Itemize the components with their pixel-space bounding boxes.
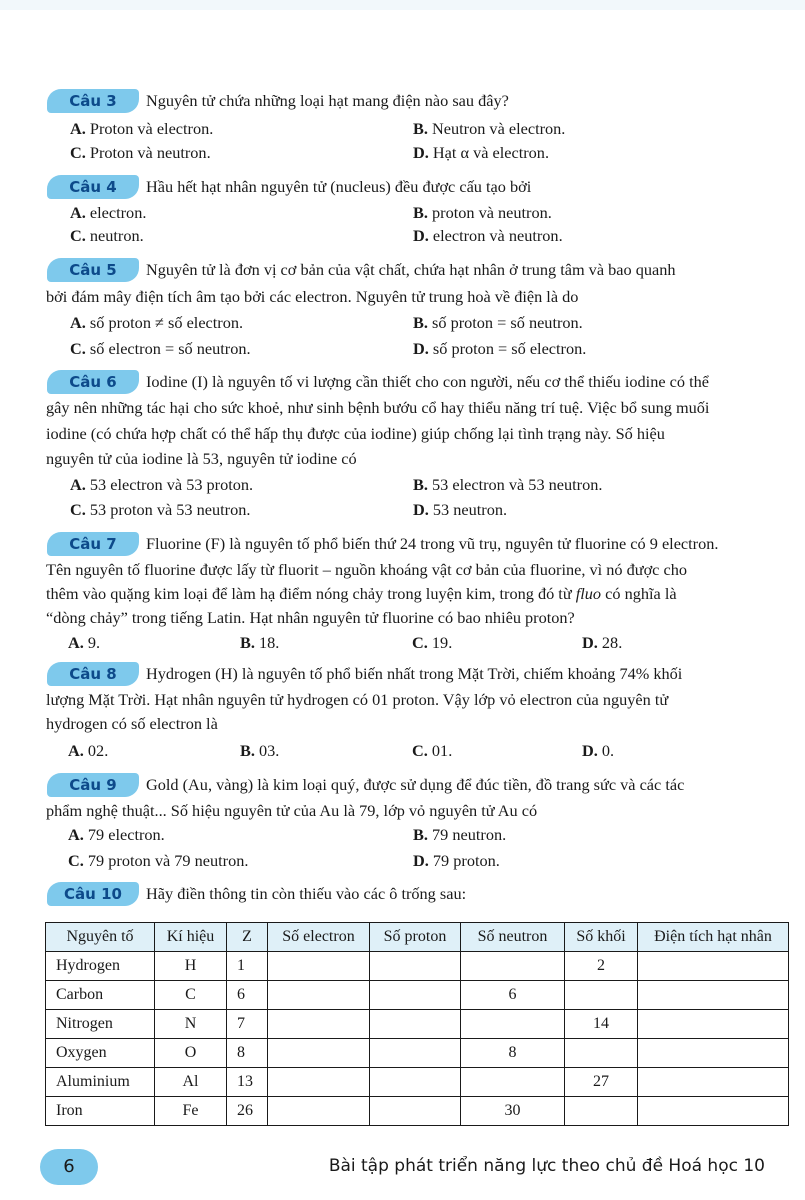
table-row (46, 1097, 789, 1126)
table-row (46, 952, 789, 981)
table-header: Số electron (268, 923, 370, 952)
table-row (46, 1039, 789, 1068)
table-cell: Nitrogen (46, 1010, 155, 1039)
table-cell: 2 (565, 952, 638, 981)
question-9 (0, 773, 805, 870)
option-a: A. Proton và electron. (70, 119, 214, 138)
table-cell (461, 1068, 565, 1097)
table-cell: Carbon (46, 981, 155, 1010)
option-d: D. Hạt α và electron. (413, 143, 550, 162)
question-badge: Câu 3 (47, 89, 139, 113)
question-badge: Câu 9 (47, 773, 139, 797)
table-cell: 26 (227, 1097, 268, 1126)
option-c: C. Proton và neutron. (70, 143, 211, 162)
table-cell: Hydrogen (46, 952, 155, 981)
question-stem-line: phẩm nghệ thuật... Số hiệu nguyên tử của Au là 79, lớp vỏ nguyên tử Au có (46, 801, 538, 820)
question-stem: Nguyên tử là đơn vị cơ bản của vật chất, chứa hạt nhân ở trung tâm và bao quanh (146, 260, 676, 279)
table-cell: 7 (227, 1010, 268, 1039)
question-stem: Fluorine (F) là nguyên tố phổ biến thứ 24 trong vũ trụ, nguyên tử fluorine có 9 electron. (146, 534, 719, 553)
table-cell (565, 1039, 638, 1068)
question-badge: Câu 7 (47, 532, 139, 556)
option-c: C. số electron = số neutron. (70, 339, 251, 358)
table-cell: 14 (565, 1010, 638, 1039)
option-a: A. 9. (68, 633, 101, 652)
table-row (46, 1010, 789, 1039)
table-cell: 30 (461, 1097, 565, 1126)
option-a: A. 79 electron. (68, 825, 165, 844)
question-stem-line: thêm vào quặng kim loại để làm hạ điểm nóng chảy trong luyện kim, trong đó từ fluo có nghĩa là (46, 584, 677, 603)
question-stem-line: iodine (có chứa hợp chất có thể hấp thụ được của iodine) giúp chống lại tình trạng này. Số hiệu (46, 424, 665, 443)
table-header: Số neutron (461, 923, 565, 952)
table-cell: Oxygen (46, 1039, 155, 1068)
option-b: B. proton và neutron. (413, 203, 552, 222)
option-b: B. 53 electron và 53 neutron. (413, 475, 603, 494)
table-cell (565, 981, 638, 1010)
table-cell: 1 (227, 952, 268, 981)
question-stem-line: hydrogen có số electron là (46, 714, 218, 733)
option-d: D. electron và neutron. (413, 226, 563, 245)
table-cell (461, 1010, 565, 1039)
table-cell: 6 (461, 981, 565, 1010)
table-cell: 27 (565, 1068, 638, 1097)
table-cell: 6 (227, 981, 268, 1010)
question-3 (0, 89, 805, 162)
question-badge: Câu 8 (47, 662, 139, 686)
table-cell-blank (370, 1010, 461, 1039)
table-cell-blank (638, 1010, 789, 1039)
question-stem: Nguyên tử chứa những loại hạt mang điện nào sau đây? (146, 91, 509, 110)
question-stem-line: “dòng chảy” trong tiếng Latin. Hạt nhân nguyên tử fluorine có bao nhiêu proton? (46, 608, 575, 627)
table-cell-blank (370, 1068, 461, 1097)
question-5 (0, 258, 805, 358)
table-header: Z (227, 923, 268, 952)
table-cell-blank (638, 1068, 789, 1097)
table-header: Kí hiệu (155, 923, 227, 952)
question-badge: Câu 10 (47, 882, 139, 906)
option-d: D. 0. (582, 741, 615, 760)
table-header: Nguyên tố (46, 923, 155, 952)
table-cell-blank (268, 952, 370, 981)
question-6 (0, 370, 805, 519)
top-band (0, 0, 805, 10)
option-a: A. 53 electron và 53 proton. (70, 475, 254, 494)
question-badge: Câu 4 (47, 175, 139, 199)
question-stem-line: nguyên tử của iodine là 53, nguyên tử iodine có (46, 449, 357, 468)
table-cell (461, 952, 565, 981)
table-header: Số proton (370, 923, 461, 952)
table-cell: H (155, 952, 227, 981)
option-c: C. neutron. (70, 226, 144, 245)
table-cell: Al (155, 1068, 227, 1097)
table-cell: Iron (46, 1097, 155, 1126)
option-d: D. 28. (582, 633, 623, 652)
table-cell-blank (638, 952, 789, 981)
option-b: B. 03. (240, 741, 280, 760)
table-cell-blank (370, 952, 461, 981)
page-number: 6 (40, 1149, 98, 1185)
table-cell-blank (268, 1039, 370, 1068)
table-cell: Fe (155, 1097, 227, 1126)
table-cell-blank (370, 981, 461, 1010)
option-c: C. 01. (412, 741, 453, 760)
option-c: C. 79 proton và 79 neutron. (68, 851, 249, 870)
option-b: B. 79 neutron. (413, 825, 507, 844)
option-b: B. số proton = số neutron. (413, 313, 583, 332)
table-cell-blank (638, 1097, 789, 1126)
table-cell (565, 1097, 638, 1126)
table-cell-blank (268, 1097, 370, 1126)
option-a: A. 02. (68, 741, 109, 760)
table-cell: O (155, 1039, 227, 1068)
table-cell: C (155, 981, 227, 1010)
table-cell: 8 (227, 1039, 268, 1068)
table-header-row (46, 923, 789, 952)
table-cell-blank (638, 1039, 789, 1068)
table-cell-blank (268, 1068, 370, 1097)
question-stem-line: Tên nguyên tố fluorine được lấy từ fluorit – nguồn khoáng vật cơ bản của fluorine, vì nó được cho (46, 560, 687, 579)
question-7 (0, 532, 805, 652)
question-badge: Câu 5 (47, 258, 139, 282)
question-4 (0, 175, 805, 245)
table-cell-blank (268, 1010, 370, 1039)
table-cell: N (155, 1010, 227, 1039)
option-d: D. 79 proton. (413, 851, 500, 870)
option-d: D. số proton = số electron. (413, 339, 587, 358)
question-stem: Hầu hết hạt nhân nguyên tử (nucleus) đều được cấu tạo bởi (146, 177, 532, 196)
question-stem: Gold (Au, vàng) là kim loại quý, được sử dụng để đúc tiền, đồ trang sức và các tác (146, 775, 685, 794)
book-title: Bài tập phát triển năng lực theo chủ đề Hoá học 10 (328, 1156, 765, 1176)
element-table (45, 922, 789, 1126)
question-stem-line: lượng Mặt Trời. Hạt nhân nguyên tử hydrogen có 01 proton. Vậy lớp vỏ electron của nguyên tử (46, 690, 669, 709)
table-cell-blank (638, 981, 789, 1010)
question-stem: Hydrogen (H) là nguyên tố phổ biến nhất trong Mặt Trời, chiếm khoảng 74% khối (146, 664, 683, 683)
question-stem: Hãy điền thông tin còn thiếu vào các ô trống sau: (146, 884, 467, 903)
table-cell: 8 (461, 1039, 565, 1068)
table-header: Số khối (565, 923, 638, 952)
option-d: D. 53 neutron. (413, 500, 508, 519)
question-stem-line: bởi đám mây điện tích âm tạo bởi các electron. Nguyên tử trung hoà về điện là do (46, 287, 579, 306)
question-10 (0, 882, 805, 906)
option-a: A. electron. (70, 203, 147, 222)
question-stem: Iodine (I) là nguyên tố vi lượng cần thiết cho con người, nếu cơ thể thiếu iodine có thể (146, 372, 709, 391)
option-c: C. 53 proton và 53 neutron. (70, 500, 251, 519)
table-cell-blank (370, 1097, 461, 1126)
latin-term: fluo (575, 584, 602, 603)
table-row (46, 981, 789, 1010)
table-cell-blank (370, 1039, 461, 1068)
table-cell-blank (268, 981, 370, 1010)
option-b: B. 18. (240, 633, 280, 652)
question-badge: Câu 6 (47, 370, 139, 394)
question-8 (0, 662, 805, 760)
table-cell: 13 (227, 1068, 268, 1097)
option-c: C. 19. (412, 633, 453, 652)
table-row (46, 1068, 789, 1097)
table-cell: Aluminium (46, 1068, 155, 1097)
option-a: A. số proton ≠ số electron. (70, 313, 244, 332)
option-b: B. Neutron và electron. (413, 119, 566, 138)
table-header: Điện tích hạt nhân (638, 923, 789, 952)
question-stem-line: gây nên những tác hại cho sức khoẻ, như sinh bệnh bướu cổ hay thiểu năng trí tuệ. Việc bổ sung muối (46, 398, 710, 417)
